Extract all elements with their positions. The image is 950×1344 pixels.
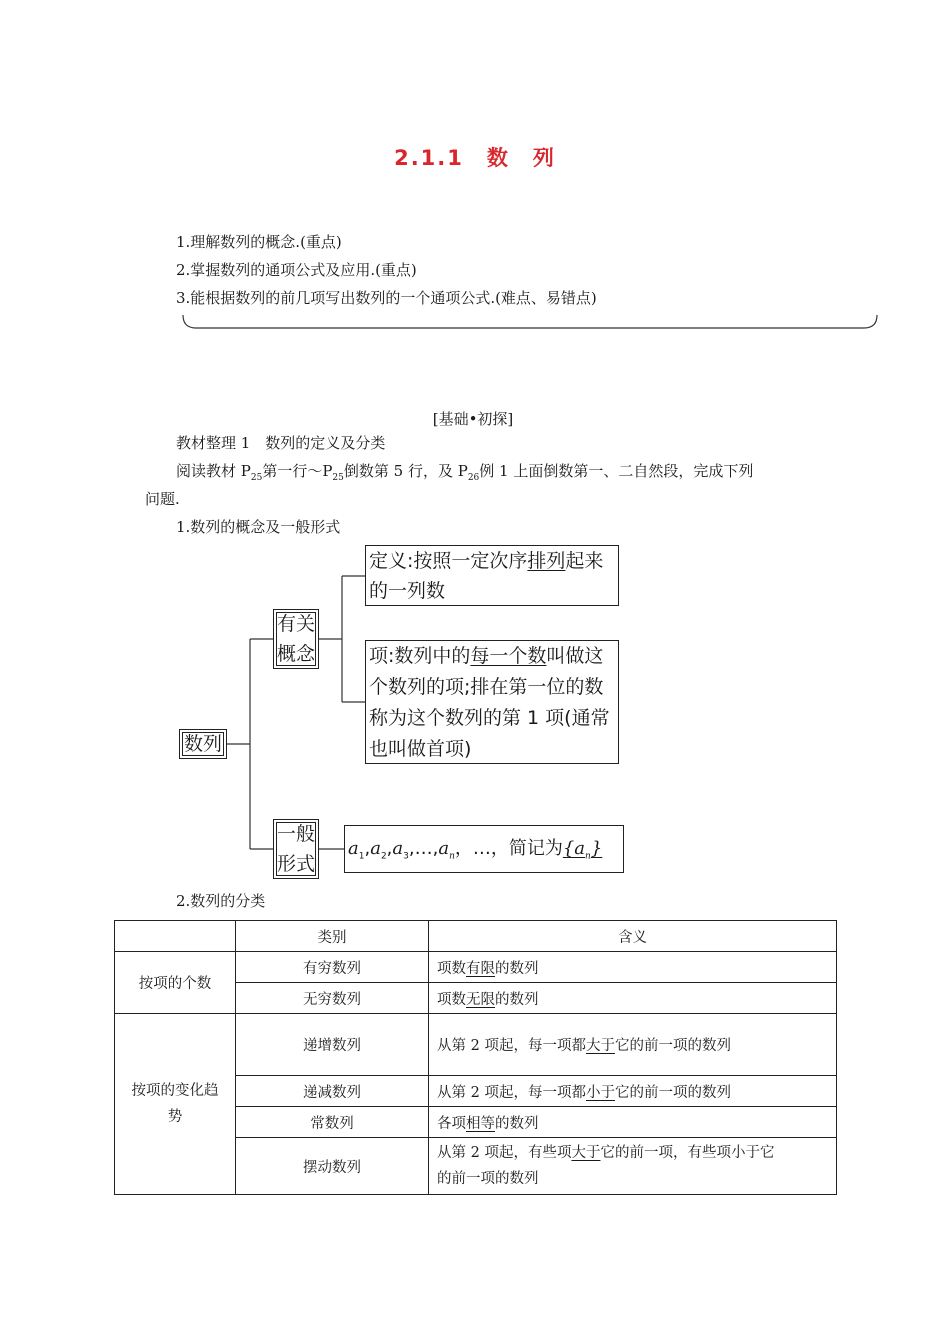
table-row-type: 递减数列 (236, 1076, 429, 1107)
table-row-meaning: 从第 2 项起，每一项都小于它的前一项的数列 (429, 1076, 837, 1107)
group-by-count: 按项的个数 (115, 952, 236, 1014)
group-by-trend: 按项的变化趋势 (115, 1014, 236, 1195)
table-row-meaning: 各项相等的数列 (429, 1107, 837, 1138)
table-header-meaning: 含义 (429, 921, 837, 952)
subheading-classification: 2.数列的分类 (176, 892, 266, 910)
table-header-type: 类别 (236, 921, 429, 952)
general-label-box: 一般 形式 (273, 819, 319, 879)
definition-box: 定义:按照一定次序排列起来 的一列数 (365, 545, 619, 606)
goal-2: 2.掌握数列的通项公式及应用.(重点) (176, 261, 417, 279)
page-title: 2.1.1 数 列 (394, 146, 556, 170)
reading-instruction-cont: 问题. (145, 490, 180, 508)
term-box: 项:数列中的每一个数叫做这 个数列的项;排在第一位的数 称为这个数列的第 1 项(通常 也叫做首项) (365, 640, 619, 764)
table-row-meaning: 从第 2 项起，有些项大于它的前一项，有些项小于它 的前一项的数列 (429, 1138, 837, 1195)
table-row-type: 常数列 (236, 1107, 429, 1138)
subheading-concept: 1.数列的概念及一般形式 (176, 518, 341, 536)
table-row-meaning: 项数无限的数列 (429, 983, 837, 1014)
section-tag: [基础•初探] (432, 410, 514, 428)
table-row-meaning: 项数有限的数列 (429, 952, 837, 983)
table-row-type: 有穷数列 (236, 952, 429, 983)
section-heading: 教材整理 1 数列的定义及分类 (176, 434, 386, 452)
table-row-type: 摆动数列 (236, 1138, 429, 1195)
definition-blank: 排列 (527, 550, 566, 572)
table-row-meaning: 从第 2 项起，每一项都大于它的前一项的数列 (429, 1014, 837, 1076)
table-row-type: 无穷数列 (236, 983, 429, 1014)
diagram-root: 数列 (179, 729, 227, 759)
general-form: $a_1,a_2,a_3,\dots,a_n$，…，简记为$\{a_n\}$ (348, 838, 603, 862)
goal-1: 1.理解数列的概念.(重点) (176, 233, 342, 251)
goal-3: 3.能根据数列的前几项写出数列的一个通项公式.(难点、易错点) (176, 289, 597, 307)
reading-instruction: 阅读教材 $P_{25}$第一行$\sim P_{25}$倒数第 5 行，及 $P_{26}$例 1 上面倒数第一、二自然段，完成下列 (176, 462, 754, 483)
classification-table (114, 920, 837, 1195)
table-row-type: 递增数列 (236, 1014, 429, 1076)
general-form-box (344, 825, 624, 873)
general-brief-blank: $\{a_n\}$ (562, 838, 603, 862)
table-header-empty (115, 921, 236, 952)
definition-line-1: 定义:按照一定次序排列起来 (369, 550, 604, 572)
concept-label-box: 有关 概念 (273, 609, 319, 669)
term-blank: 每一个数 (470, 645, 547, 667)
